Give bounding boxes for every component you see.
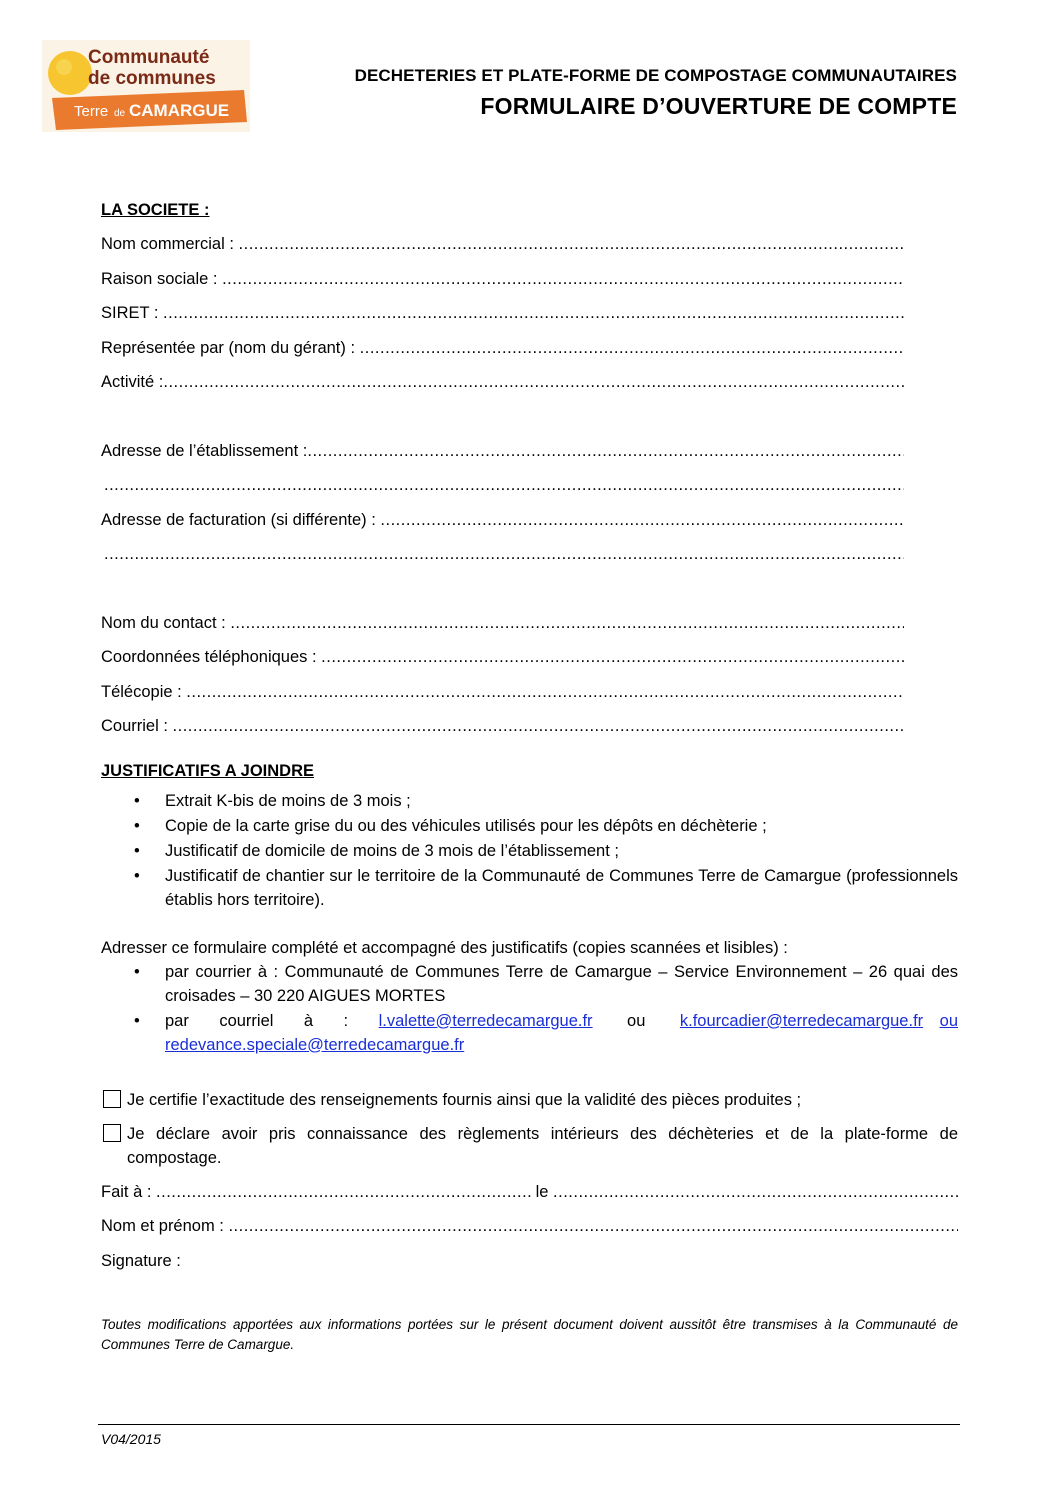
email-link-valette[interactable]: l.valette@terredecamargue.fr: [378, 1011, 593, 1030]
email-link-redevance[interactable]: ou redevance.speciale@terredecamargue.fr: [165, 1011, 958, 1054]
version-label: V04/2015: [101, 1431, 161, 1447]
justificatifs-list: [101, 789, 958, 912]
field-siret[interactable]: [101, 301, 904, 325]
logo-line3-c: CAMARGUE: [129, 101, 230, 120]
signature-label: Signature :: [101, 1251, 181, 1270]
list-item: • Justificatif de chantier sur le territoire de la Communauté de Communes Terre de Camargue (professionnels établis hors territoire).: [101, 864, 958, 912]
field-label: Courriel :: [101, 717, 173, 735]
page-title: FORMULAIRE D’OUVERTURE DE COMPTE: [480, 93, 957, 119]
field-adresse-facturation[interactable]: [101, 508, 904, 532]
email-link-fourcadier[interactable]: k.fourcadier@terredecamargue.fr: [679, 1011, 924, 1030]
field-label: Raison sociale :: [101, 269, 223, 288]
field-label: Nom du contact :: [101, 613, 231, 632]
field-representant[interactable]: [101, 336, 904, 360]
envoi-list: [101, 960, 958, 1057]
field-label: Activité :: [101, 373, 164, 391]
list-item: • Copie de la carte grise du ou des véhicules utilisés pour les dépôts en déchèterie ;: [101, 814, 958, 838]
list-item: • Extrait K-bis de moins de 3 mois ;: [101, 789, 958, 813]
field-adresse-etablissement-line2[interactable]: [101, 473, 904, 497]
field-adresse-facturation-line2[interactable]: [101, 542, 904, 566]
list-item: • Justificatif de domicile de moins de 3 mois de l’établissement ;: [101, 839, 958, 863]
list-item-courriel: • par courriel à : l.valette@terredecamargue.fr ou k.fourcadier@terredecamargue.fr ou redevance.speciale@terredecamargue.fr: [101, 1009, 958, 1057]
communaute-logo: [42, 40, 250, 132]
field-adresse-etablissement[interactable]: [101, 439, 904, 463]
certify-checkbox[interactable]: [103, 1090, 121, 1108]
nom-prenom-field[interactable]: [228, 1214, 958, 1238]
logo-line3-a: Terre: [74, 103, 109, 120]
field-nom-commercial[interactable]: [101, 232, 904, 256]
field-courriel[interactable]: [101, 714, 904, 738]
logo-line1: Communauté: [88, 47, 210, 68]
certify-label: Je certifie l’exactitude des renseignements fournis ainsi que la validité des pièces produites ;: [127, 1090, 802, 1109]
form-body: [101, 198, 958, 1355]
field-label: SIRET :: [101, 304, 164, 322]
fait-a-label: Fait à :: [101, 1182, 157, 1201]
certify-row[interactable]: [101, 1088, 958, 1112]
declare-label: Je déclare avoir pris connaissance des règlements intérieurs des déchèteries et de la plate-forme de compostage.: [127, 1124, 958, 1167]
footer-divider: [98, 1424, 960, 1425]
signature-row[interactable]: [101, 1249, 958, 1273]
fait-a-field[interactable]: [156, 1180, 531, 1204]
field-raison-sociale[interactable]: [101, 267, 904, 291]
field-activite[interactable]: [101, 370, 904, 394]
field-label: Représentée par (nom du gérant) :: [101, 338, 360, 357]
list-item-courrier: • par courrier à : Communauté de Communes Terre de Camargue – Service Environnement – 26 quai des croisades – 30 220 AIGUES MORTES: [101, 960, 958, 1008]
logo-line2: de communes: [88, 68, 216, 89]
field-label: Télécopie :: [101, 682, 187, 701]
field-label: Adresse de l’établissement :: [101, 441, 308, 460]
nom-prenom-row[interactable]: [101, 1214, 958, 1238]
justificatifs-title: JUSTIFICATIFS A JOINDRE: [101, 761, 314, 780]
field-label: Adresse de facturation (si différente) :: [101, 510, 381, 529]
field-nom-contact[interactable]: [101, 611, 904, 635]
date-field[interactable]: [553, 1180, 958, 1204]
footer-note: Toutes modifications apportées aux informations portées sur le présent document doivent aussitôt être transmises à la Communauté de Communes Terre de Camargue.: [101, 1316, 958, 1352]
field-label: Coordonnées téléphoniques :: [101, 648, 322, 666]
field-label: Nom commercial :: [101, 235, 239, 253]
field-telecopie[interactable]: [101, 680, 904, 704]
societe-title: LA SOCIETE :: [101, 201, 210, 219]
logo-line3-b: de: [114, 108, 126, 119]
declare-checkbox[interactable]: [103, 1124, 121, 1142]
field-telephone[interactable]: [101, 645, 904, 669]
header-subtitle: DECHETERIES ET PLATE-FORME DE COMPOSTAGE COMMUNAUTAIRES: [354, 66, 957, 85]
declare-row[interactable]: [101, 1122, 958, 1170]
fait-a-row[interactable]: [101, 1180, 958, 1204]
le-label: le: [531, 1182, 554, 1201]
nom-prenom-label: Nom et prénom :: [101, 1217, 229, 1235]
envoi-intro: Adresser ce formulaire complété et accompagné des justificatifs (copies scannées et lisibles) :: [101, 938, 788, 957]
